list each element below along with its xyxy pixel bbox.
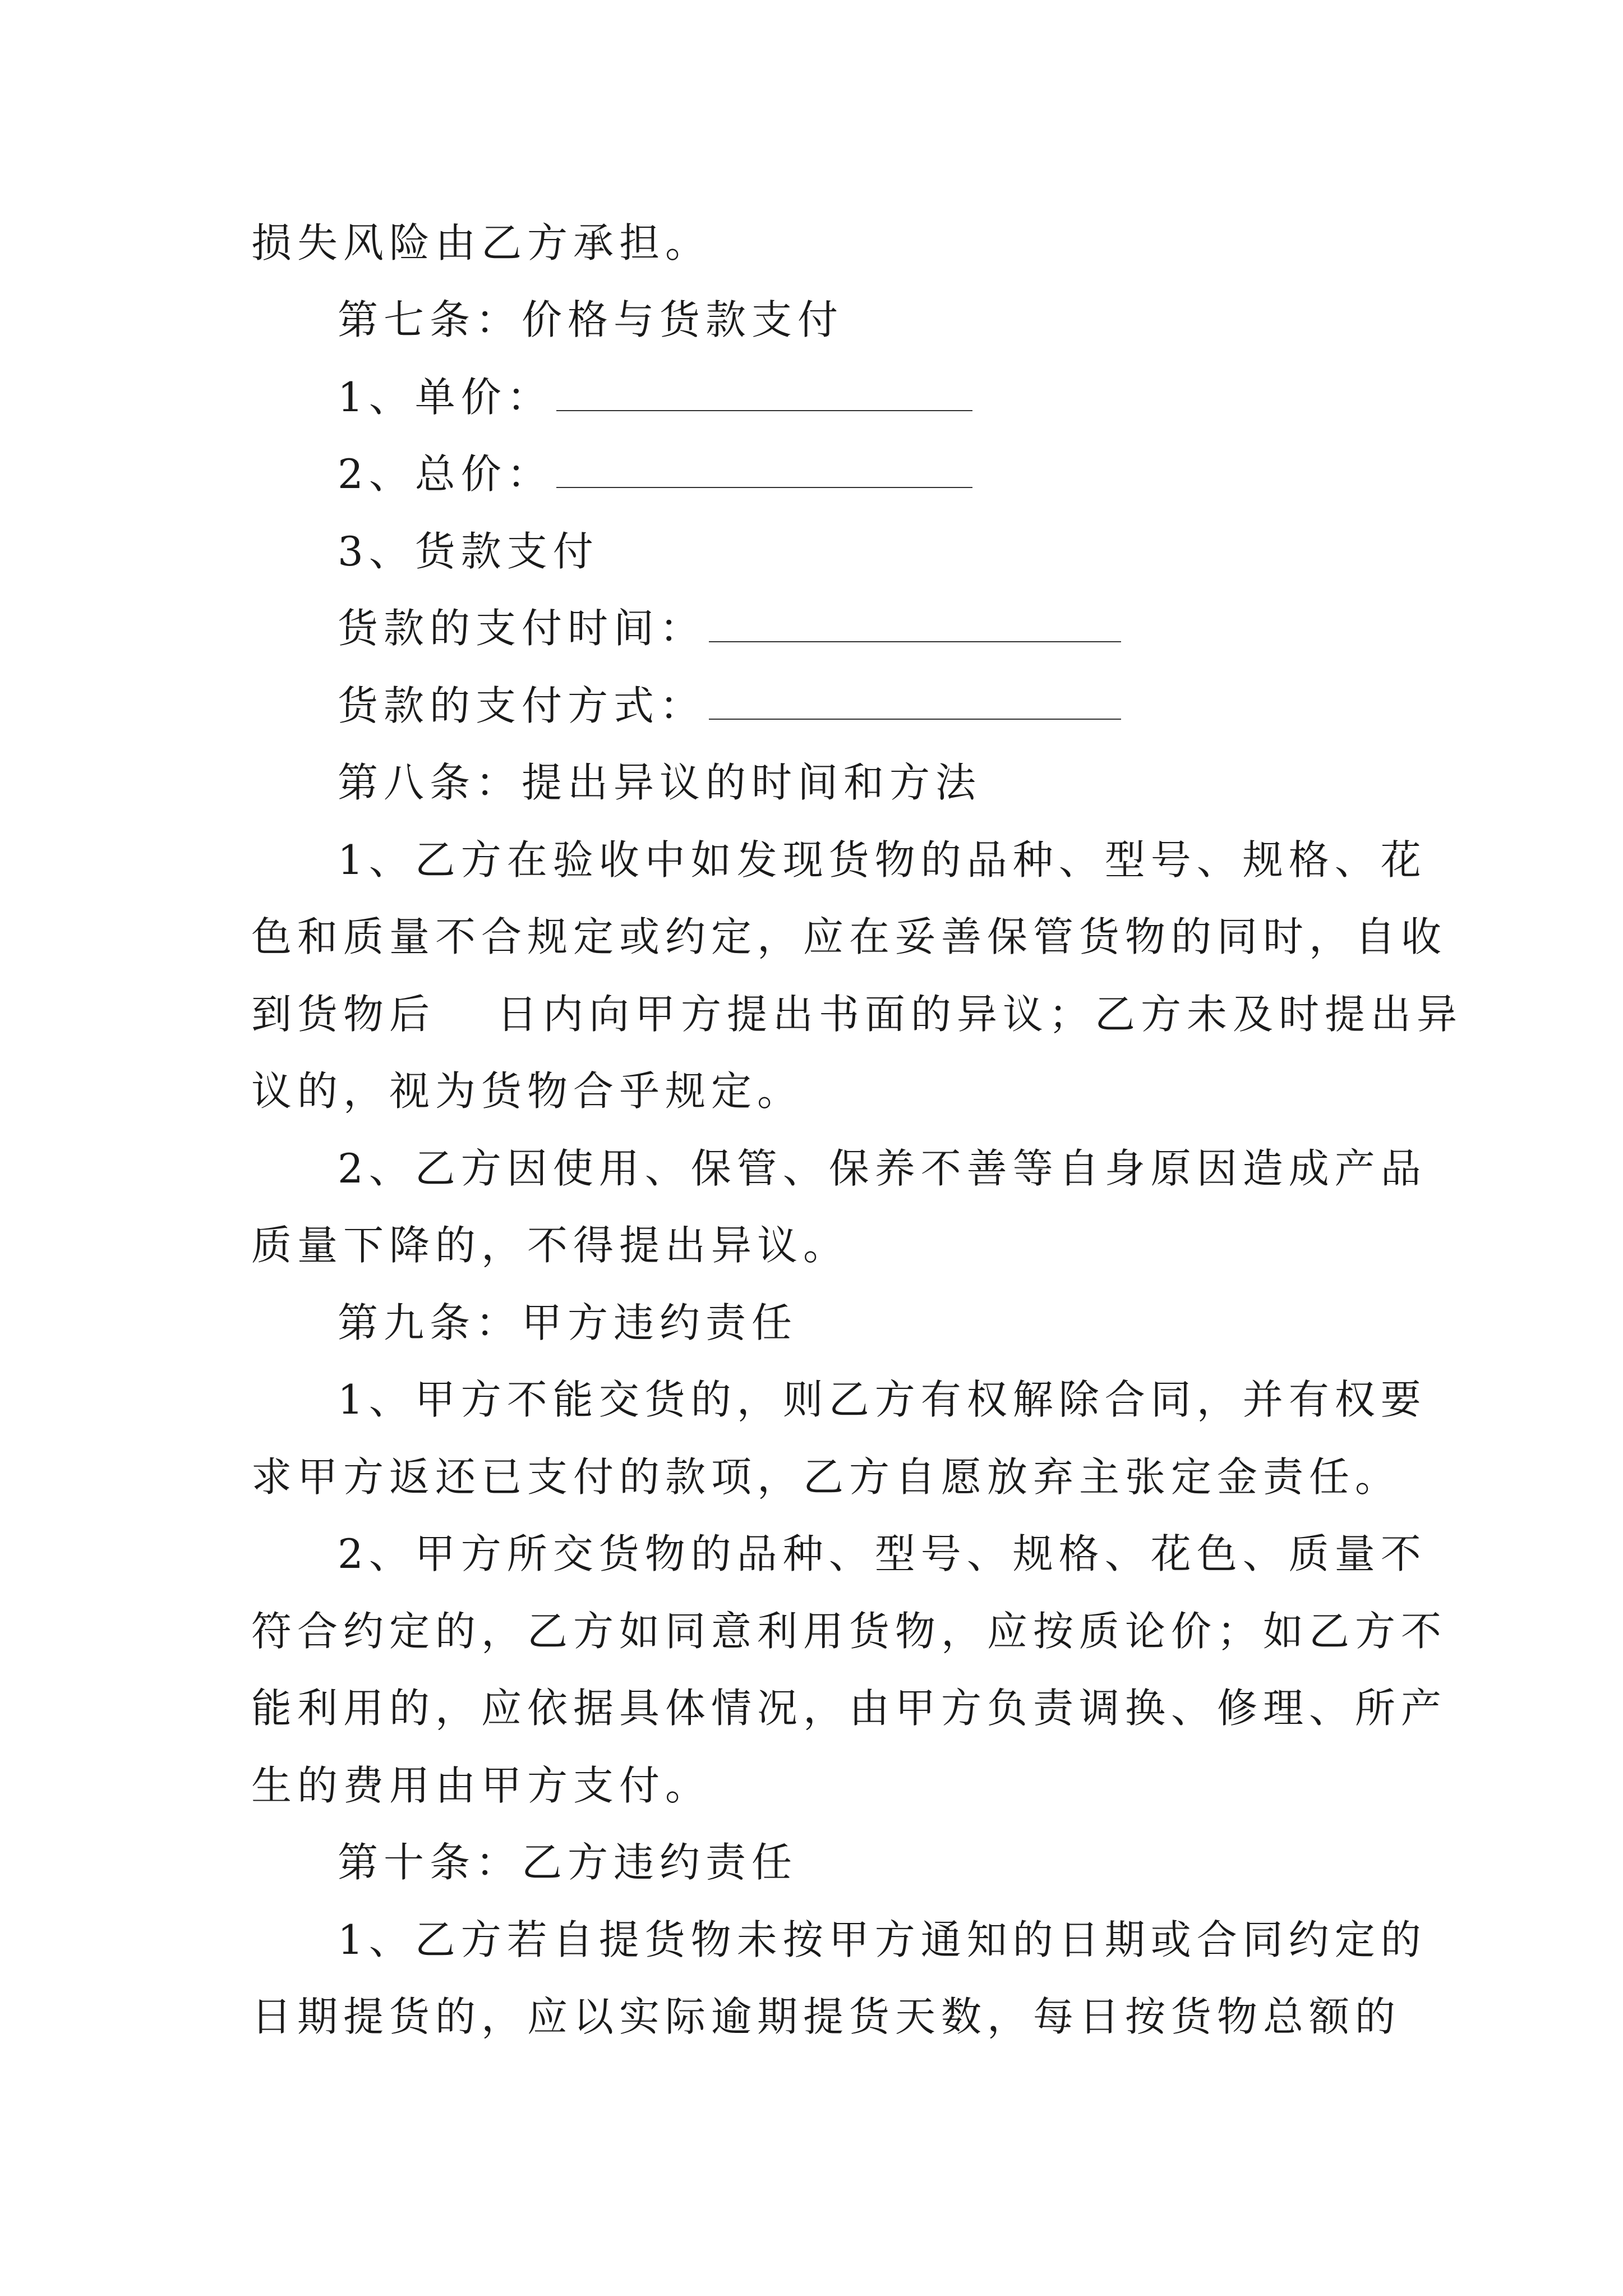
text-line xyxy=(251,1759,711,1812)
text-line xyxy=(338,679,1121,733)
text-line xyxy=(251,987,1463,1041)
line-text: 损失风险由乙方承担。 xyxy=(251,219,712,266)
line-text: 2、甲方所交货物的品种、型号、规格、花色、质量不 xyxy=(338,1530,1427,1577)
line-text: 符合约定的，乙方如同意利用货物，应按质论价；如乙方不 xyxy=(251,1608,1447,1655)
text-line xyxy=(251,1604,1447,1658)
text-line xyxy=(338,1527,1427,1581)
line-text: 议的，视为货物合乎规定。 xyxy=(251,1068,804,1115)
section-heading xyxy=(338,756,981,809)
line-text: 到货物后 xyxy=(251,991,436,1038)
text-line xyxy=(251,1218,849,1272)
blank-line-payment-method xyxy=(709,685,1121,720)
text-line xyxy=(338,1373,1427,1427)
text-line xyxy=(338,601,1121,655)
line-text: 1、乙方若自提货物未按甲方通知的日期或合同约定的 xyxy=(338,1916,1427,1963)
text-line xyxy=(338,447,972,501)
line-text: 1、甲方不能交货的，则乙方有权解除合同，并有权要 xyxy=(338,1376,1427,1423)
text-line xyxy=(251,1064,803,1118)
line-text: 3、货款支付 xyxy=(338,528,599,575)
line-text: 第九条：甲方违约责任 xyxy=(338,1299,798,1346)
text-line xyxy=(251,910,1447,964)
line-text: 第十条：乙方违约责任 xyxy=(338,1839,798,1886)
text-line xyxy=(251,216,711,270)
line-text: 货款的支付方式： xyxy=(338,682,706,729)
text-line xyxy=(251,1450,1401,1504)
line-text: 第八条：提出异议的时间和方法 xyxy=(338,759,982,806)
text-line xyxy=(338,370,972,424)
blank-line-unit-price xyxy=(556,376,972,411)
line-text: 日期提货的，应以实际逾期提货天数，每日按货物总额的 xyxy=(251,1993,1401,2040)
text-line xyxy=(338,1913,1427,1967)
section-heading xyxy=(338,1835,797,1889)
line-text: 日内向甲方提出书面的异议；乙方未及时提出异 xyxy=(497,991,1463,1038)
text-line xyxy=(338,524,599,578)
line-text: 求甲方返还已支付的款项，乙方自愿放弃主张定金责任。 xyxy=(251,1453,1401,1501)
line-text: 2、总价： xyxy=(338,450,553,498)
line-text: 1、乙方在验收中如发现货物的品种、型号、规格、花 xyxy=(338,836,1427,884)
line-text: 色和质量不合规定或约定，应在妥善保管货物的同时，自收 xyxy=(251,913,1447,960)
section-heading xyxy=(338,293,843,347)
line-text: 1、单价： xyxy=(338,374,553,421)
line-text: 质量下降的，不得提出异议。 xyxy=(251,1222,850,1269)
text-line xyxy=(338,833,1427,887)
blank-line-payment-time xyxy=(709,608,1121,642)
line-text: 第七条：价格与货款支付 xyxy=(338,296,844,343)
line-text: 能利用的，应依据具体情况，由甲方负责调换、修理、所产 xyxy=(251,1685,1447,1732)
line-text: 生的费用由甲方支付。 xyxy=(251,1762,712,1809)
text-line xyxy=(251,1681,1447,1735)
section-heading xyxy=(338,1296,797,1350)
line-text: 货款的支付时间： xyxy=(338,605,706,652)
text-line xyxy=(251,1990,1401,2044)
blank-line-total-price xyxy=(556,453,972,488)
text-line xyxy=(338,1142,1427,1195)
line-text: 2、乙方因使用、保管、保养不善等自身原因造成产品 xyxy=(338,1145,1427,1192)
